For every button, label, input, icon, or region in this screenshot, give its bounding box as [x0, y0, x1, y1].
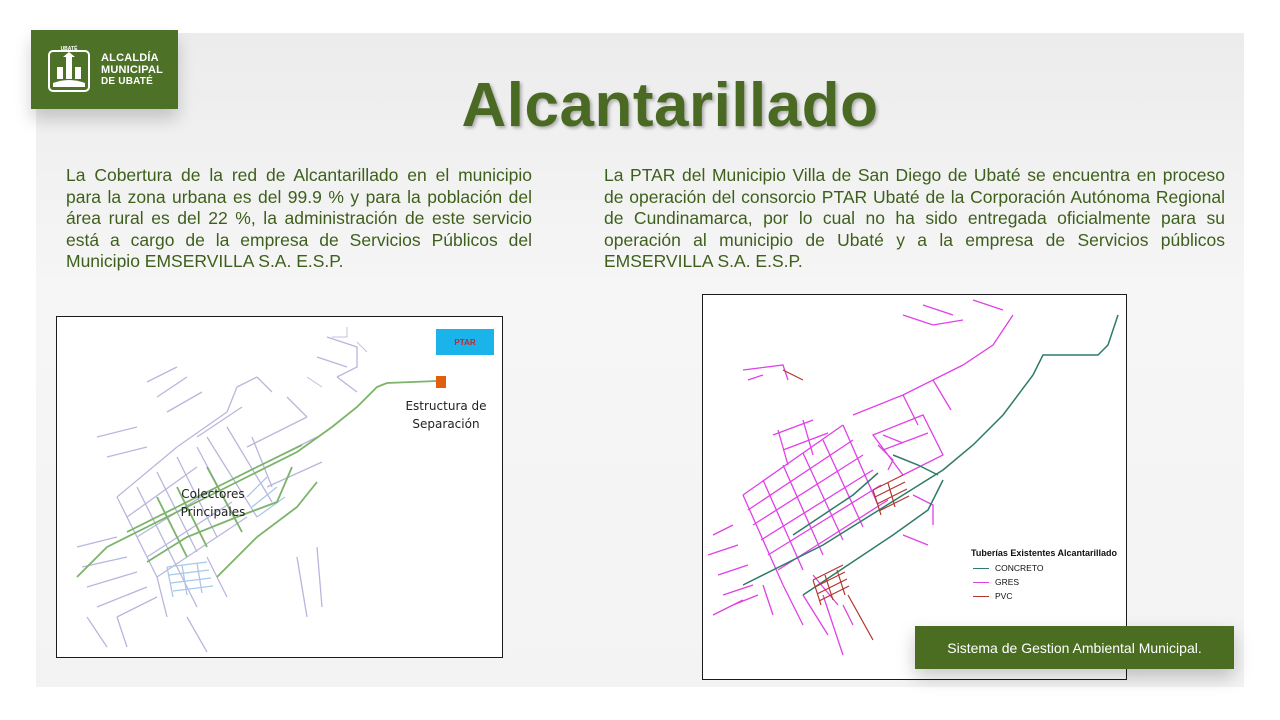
sewer-collectors-map	[56, 316, 503, 658]
collectors-map-drawing	[57, 317, 504, 659]
legend-item-pvc	[971, 589, 1117, 603]
coverage-paragraph: La Cobertura de la red de Alcantarillado en el municipio para la zona urbana es del 99.9 % y para la población del área rural es del 22 %, la administración de este servicio está a cargo de la empresa de Servicios Públicos del Municipio EMSERVILLA S.A. E.S.P.	[66, 165, 532, 271]
legend-item-gres	[971, 575, 1117, 589]
collectors-label-line-1: Colectores	[181, 487, 245, 501]
separation-label-line-1: Estructura de	[405, 399, 487, 413]
legend-item-concrete	[971, 561, 1117, 575]
pipes-map-drawing	[703, 295, 1128, 681]
legend-swatch-concrete	[973, 568, 989, 569]
logo-line-3: DE UBATÉ	[101, 75, 153, 87]
legend-swatch-pvc	[973, 596, 989, 597]
separation-structure-marker	[436, 376, 446, 388]
collectors-label-line-2: Principales	[180, 505, 246, 519]
legend-label-pvc: PVC	[995, 591, 1013, 601]
legend-label-concrete: CONCRETO	[995, 563, 1044, 573]
separation-structure-label	[401, 397, 491, 433]
pipes-legend	[971, 548, 1117, 603]
emblem-label: UBATÉ	[60, 45, 78, 52]
separation-label-line-2: Separación	[412, 417, 480, 431]
legend-swatch-gres	[973, 582, 989, 583]
logo-line-1: ALCALDÍA	[101, 51, 159, 64]
ptar-marker: PTAR	[436, 329, 494, 355]
existing-pipes-map	[702, 294, 1127, 680]
main-collectors-label	[173, 485, 253, 521]
page-title: Alcantarillado	[461, 71, 879, 140]
legend-label-gres: GRES	[995, 577, 1020, 587]
legend-title: Tuberías Existentes Alcantarillado	[971, 548, 1118, 558]
environmental-system-badge: Sistema de Gestion Ambiental Municipal.	[915, 626, 1234, 669]
ptar-paragraph: La PTAR del Municipio Villa de San Diego de Ubaté se encuentra en proceso de operación del consorcio PTAR Ubaté de la Corporación Autónoma Regional de Cundinamarca, por lo cual no ha sido entregada oficialmente para su operación al municipio de Ubaté y a la empresa de Servicios públicos EMSERVILLA S.A. E.S.P.	[604, 165, 1225, 271]
logo-line-2: MUNICIPAL	[101, 63, 164, 76]
